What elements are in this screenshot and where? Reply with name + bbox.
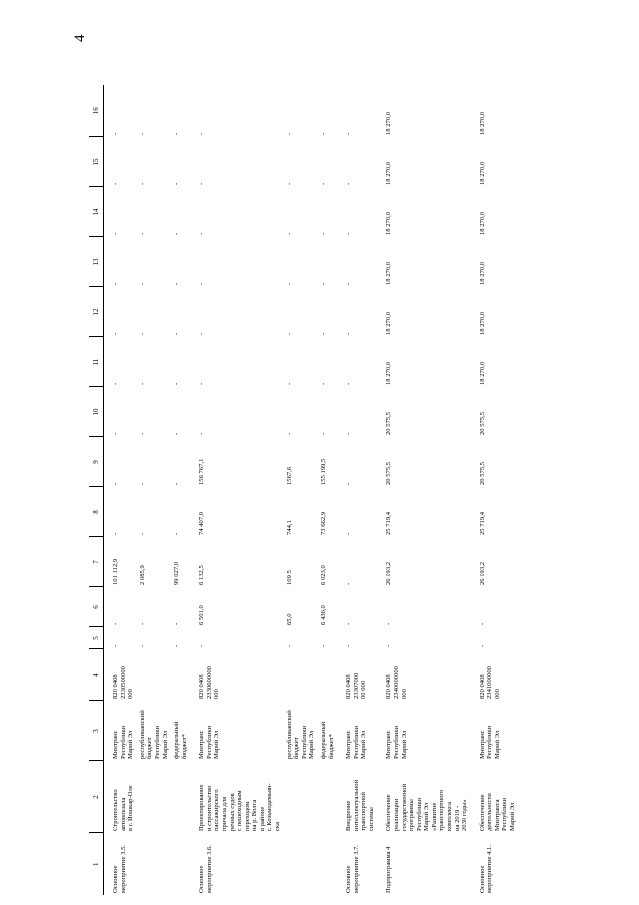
table-cell-col-6: -	[138, 622, 146, 625]
table-cell-col-6: 65,0	[285, 613, 293, 625]
table-row	[171, 85, 190, 895]
table-cell-col-7: 6 023,0	[319, 565, 327, 585]
table-cell-col-13: -	[198, 282, 206, 285]
table-row	[190, 85, 283, 895]
table-cell-col-16: -	[285, 132, 293, 135]
table-cell-col-16: 18 270,0	[478, 111, 486, 135]
column-header: 13	[89, 237, 104, 287]
table-cell-col-12: -	[198, 332, 206, 335]
table-cell-col-12: -	[319, 332, 327, 335]
table-cell-col-13: -	[138, 282, 146, 285]
table-cell-col-1	[284, 833, 318, 895]
table-cell-col-2: Обеспечение деятельности Минтранса Республики Марий Эл	[478, 793, 517, 831]
table-cell-col-10: 20 575,5	[478, 411, 486, 435]
column-header: 3	[89, 701, 104, 761]
table-cell-col-4: 820 0408 23307000 00 000	[345, 672, 368, 699]
table-cell-col-5: -	[478, 644, 486, 647]
table-row	[284, 85, 318, 895]
table-cell-col-6: -	[385, 622, 393, 625]
table-cell-col-11: -	[285, 382, 293, 385]
table-cell-col-11: 18 270,0	[385, 361, 393, 385]
table-cell-col-14: -	[138, 232, 146, 235]
table-cell-col-2: Проектирование и строительство пассажирского причала для речных судов с пешеходным переходом на р. Волга в районе г. Козьмодемьян- ска	[198, 783, 282, 831]
table-cell-col-13: -	[112, 282, 120, 285]
table-cell-col-1: Подпрограмма 4	[385, 846, 393, 893]
table-cell-col-15: -	[319, 182, 327, 185]
table-cell-col-9: 156 767,1	[198, 458, 206, 485]
table-cell-col-8: -	[173, 532, 181, 535]
table-cell-col-8: 25 719,4	[478, 511, 486, 535]
table-cell-col-3: республиканский бюджет Республики Марий Эл	[138, 710, 169, 759]
column-header: 9	[89, 437, 104, 487]
table-cell-col-7: 109 5	[285, 570, 293, 585]
column-header: 5	[89, 627, 104, 649]
column-header: 2	[89, 761, 104, 833]
column-header: 8	[89, 487, 104, 537]
table-cell-col-4: 820 0408 2341000000 000	[478, 666, 501, 699]
table-cell-col-16: -	[112, 132, 120, 135]
table-cell-col-16: -	[319, 132, 327, 135]
table-row	[337, 85, 377, 895]
column-header: 1	[89, 833, 104, 895]
table-cell-col-10: -	[285, 432, 293, 435]
table-cell-col-2	[171, 761, 190, 833]
table-cell-col-3: Минтранс Республики Марий Эл	[345, 725, 368, 759]
table-cell-col-11: -	[319, 382, 327, 385]
table-cell-col-3: Минтранс Республики Марий Эл	[478, 725, 501, 759]
table-cell-col-8: 744,1	[285, 520, 293, 535]
table-cell-col-2	[284, 761, 318, 833]
table-body	[104, 85, 519, 895]
table-row	[318, 85, 337, 895]
table-cell-col-10: 20 575,5	[385, 411, 393, 435]
table-cell-col-15: -	[112, 182, 120, 185]
table-cell-col-14: -	[285, 232, 293, 235]
table-cell-col-11: -	[112, 382, 120, 385]
table-cell-col-5: -	[198, 644, 206, 647]
table-cell-col-15: 18 270,0	[385, 161, 393, 185]
table-cell-col-13: -	[173, 282, 181, 285]
table-cell-col-6: -	[173, 622, 181, 625]
table-cell-col-6: -	[345, 622, 353, 625]
table-cell-col-10: -	[345, 432, 353, 435]
table-cell-col-14: -	[319, 232, 327, 235]
column-header: 14	[89, 187, 104, 237]
table-cell-col-1	[171, 833, 190, 895]
table-cell-col-3: Минтранс Республики Марий Эл	[112, 725, 135, 759]
table-cell-col-14: -	[173, 232, 181, 235]
table-cell-col-16: -	[198, 132, 206, 135]
column-header: 6	[89, 587, 104, 627]
table-cell-col-15: -	[138, 182, 146, 185]
table-cell-col-9: 20 575,5	[478, 461, 486, 485]
table-cell-col-7: 26 193,2	[478, 561, 486, 585]
table-cell-col-9: 1567,6	[285, 466, 293, 485]
table-cell-col-11: -	[138, 382, 146, 385]
table-cell-col-6: -	[112, 622, 120, 625]
table-cell-col-2	[318, 761, 337, 833]
table-cell-col-4	[284, 649, 318, 701]
column-header: 12	[89, 287, 104, 337]
table-cell-col-9: -	[138, 482, 146, 485]
table-cell-col-4: 820 0408 2330500000 000	[112, 666, 135, 699]
table-cell-col-13: -	[319, 282, 327, 285]
table-cell-col-7: 101 112,9	[112, 558, 120, 585]
table-row	[104, 85, 137, 895]
table-cell-col-11: -	[198, 382, 206, 385]
table-row	[377, 85, 470, 895]
table-cell-col-9: 155 199,5	[319, 458, 327, 485]
column-header: 10	[89, 387, 104, 437]
column-header: 16	[89, 85, 104, 137]
rotated-table-sheet	[89, 75, 619, 905]
table-cell-col-2: Внедрение интеллектуальной транспортной системы	[345, 779, 375, 831]
table-row	[137, 85, 171, 895]
table-cell-col-9: -	[112, 482, 120, 485]
table-cell-col-9: -	[173, 482, 181, 485]
table-cell-col-1: Основное мероприятие 3.7.	[345, 845, 360, 893]
table-cell-col-10: -	[198, 432, 206, 435]
table-cell-col-12: -	[345, 332, 353, 335]
table-cell-col-16: -	[345, 132, 353, 135]
table-cell-col-4	[318, 649, 337, 701]
table-cell-col-15: -	[285, 182, 293, 185]
column-header: 4	[89, 649, 104, 701]
table-cell-col-12: -	[173, 332, 181, 335]
table-cell-col-11: -	[345, 382, 353, 385]
table-cell-col-11: 18 270,0	[478, 361, 486, 385]
table-cell-col-8: -	[138, 532, 146, 535]
table-cell-col-15: -	[345, 182, 353, 185]
table-cell-col-7: 26 193,2	[385, 561, 393, 585]
table-cell-col-10: -	[112, 432, 120, 435]
table-cell-col-8: -	[112, 532, 120, 535]
table-cell-col-2: Обеспечение реализации государственной программы Республики Марий Эл «Развитие транспортного комплекса на 2019 - 2030 годы»	[385, 784, 469, 831]
table-cell-col-14: -	[198, 232, 206, 235]
table-cell-col-5: -	[112, 644, 120, 647]
table-cell-col-2	[137, 761, 171, 833]
table-cell-col-7: -	[345, 582, 353, 585]
table-cell-col-12: 18 270,0	[385, 311, 393, 335]
table-cell-col-3: федеральный бюджет*	[319, 721, 335, 759]
table-cell-col-9: 20 575,5	[385, 461, 393, 485]
table-cell-col-12: 18 270,0	[478, 311, 486, 335]
table-cell-col-11: -	[173, 382, 181, 385]
table-cell-col-4: 820 0408 2330600000 000	[198, 666, 221, 699]
table-cell-col-15: -	[173, 182, 181, 185]
table-cell-col-9: -	[345, 482, 353, 485]
table-cell-col-1: Основное мероприятие 3.6.	[198, 845, 213, 893]
table-cell-col-16: 18 270,0	[385, 111, 393, 135]
table-cell-col-7: 6 132,5	[198, 565, 206, 585]
table-cell-col-8: -	[345, 532, 353, 535]
table-cell-col-10: -	[173, 432, 181, 435]
table-cell-col-3: федеральный бюджет*	[173, 721, 188, 759]
table-cell-col-1: Основное мероприятие 4.1.	[478, 845, 494, 893]
budget-table	[89, 85, 519, 895]
table-cell-col-8: 73 662,9	[319, 511, 327, 535]
column-header: 11	[89, 337, 104, 387]
table-cell-col-14: 18 270,0	[385, 211, 393, 235]
table-cell-col-8: 25 719,4	[385, 511, 393, 535]
header-row	[89, 85, 104, 895]
table-cell-col-16: -	[138, 132, 146, 135]
table-cell-col-12: -	[112, 332, 120, 335]
table-cell-col-7: 2 085,9	[138, 565, 146, 585]
table-cell-col-8: 74 407,0	[198, 511, 206, 535]
table-cell-col-5: -	[138, 644, 146, 647]
table-cell-col-16: -	[173, 132, 181, 135]
table-cell-col-6: 6 501,0	[198, 605, 206, 625]
column-header: 15	[89, 137, 104, 187]
table-cell-col-4	[171, 649, 190, 701]
column-header: 7	[89, 537, 104, 587]
table-cell-col-12: -	[285, 332, 293, 335]
table-cell-col-13: 18 270,0	[478, 261, 486, 285]
table-row	[471, 85, 519, 895]
table-cell-col-2: Строительство автовокзала в г. Йошкар-Оле	[112, 785, 135, 831]
table-cell-col-3: республиканский бюджет Республики Марий Эл	[285, 710, 316, 759]
table-cell-col-6: 6 436,0	[319, 605, 327, 625]
table-cell-col-5: -	[319, 644, 327, 647]
table-cell-col-14: 18 270,0	[478, 211, 486, 235]
table-cell-col-3: Минтранс Республики Марий Эл	[198, 725, 221, 759]
table-cell-col-14: -	[112, 232, 120, 235]
table-cell-col-13: -	[285, 282, 293, 285]
table-cell-col-5: -	[345, 644, 353, 647]
table-cell-col-13: 18 270,0	[385, 261, 393, 285]
table-cell-col-5: -	[285, 644, 293, 647]
table-cell-col-6: -	[478, 622, 486, 625]
table-cell-col-5: -	[173, 644, 181, 647]
table-cell-col-15: 18 270,0	[478, 161, 486, 185]
table-cell-col-14: -	[345, 232, 353, 235]
table-cell-col-7: 99 027,0	[173, 561, 181, 585]
table-cell-col-1	[137, 833, 171, 895]
table-cell-col-10: -	[138, 432, 146, 435]
table-cell-col-1: Основное мероприятие 3.5.	[112, 845, 127, 893]
table-cell-col-4	[137, 649, 171, 701]
table-cell-col-12: -	[138, 332, 146, 335]
table-cell-col-4: 820 0408 2340000000 000	[385, 666, 408, 699]
page-number: 4	[72, 34, 88, 42]
table-cell-col-15: -	[198, 182, 206, 185]
table-cell-col-10: -	[319, 432, 327, 435]
table-cell-col-5: -	[385, 644, 393, 647]
table-cell-col-3: Минтранс Республики Марий Эл	[385, 725, 408, 759]
table-cell-col-1	[318, 833, 337, 895]
table-cell-col-13: -	[345, 282, 353, 285]
